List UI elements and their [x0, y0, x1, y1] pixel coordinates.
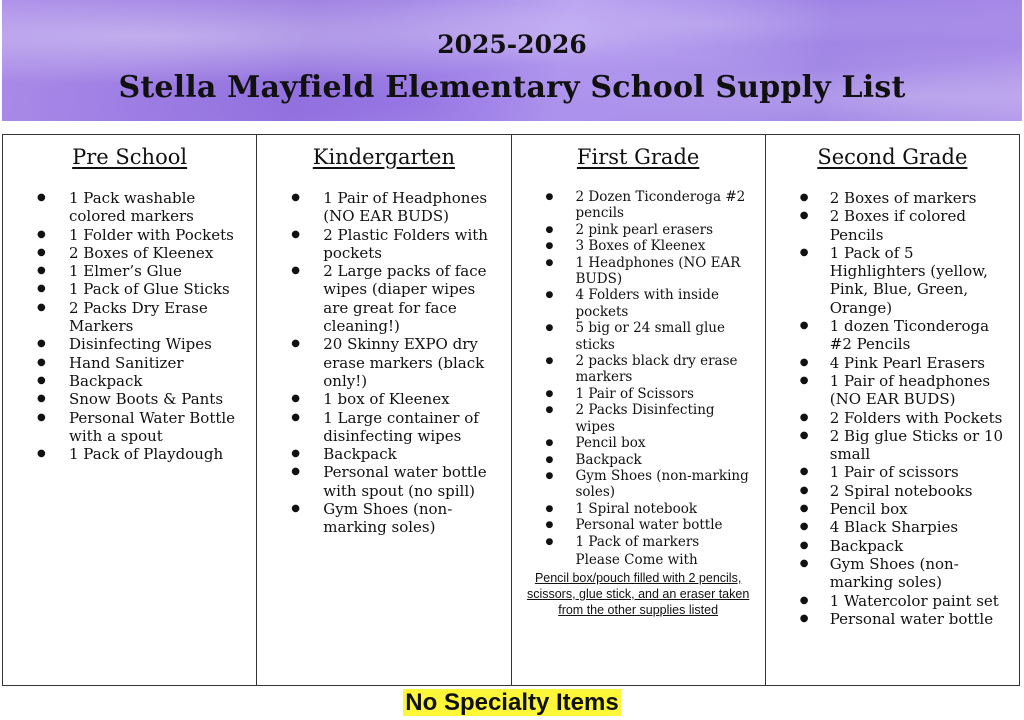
footer: [0, 688, 1024, 718]
list-item: ● Hand Sanitizer: [11, 354, 248, 372]
list-item: ● Backpack: [11, 372, 248, 390]
column-second-grade: [766, 135, 1019, 685]
list-item: ● Gym Shoes (non-marking soles): [774, 555, 1011, 592]
list-item: ● 1 Pair of headphones (NO EAR BUDS): [774, 372, 1011, 409]
list-item: ● 1 box of Kleenex: [265, 390, 502, 408]
list-item: ● 2 packs black dry erase markers: [520, 353, 757, 386]
list-item: ● Pencil box: [520, 435, 757, 451]
list-item: ● 1 Elmer’s Glue: [11, 262, 248, 280]
list-item: ● 2 Boxes if colored Pencils: [774, 207, 1011, 244]
list-item: ● 2 Big glue Sticks or 10 small: [774, 427, 1011, 464]
list-item: ● Personal water bottle: [774, 610, 1011, 628]
list-item: ● 1 Pair of Scissors: [520, 386, 757, 402]
list-item: ● 2 Packs Disinfecting wipes: [520, 402, 757, 435]
list-item: ● 1 Spiral notebook: [520, 501, 757, 517]
list-item: ● 1 Pack of 5 Highlighters (yellow, Pink, Blue, Green, Orange): [774, 244, 1011, 317]
list-item: ● 1 dozen Ticonderoga #2 Pencils: [774, 317, 1011, 354]
list-item: ● 1 Pair of scissors: [774, 463, 1011, 481]
column-heading: Second Grade: [817, 145, 968, 169]
list-item: ● 4 Pink Pearl Erasers: [774, 354, 1011, 372]
list-item: ● 1 Large container of disinfecting wipes: [265, 409, 502, 446]
list-item: ● Personal water bottle: [520, 517, 757, 533]
list-item: ● 2 Packs Dry Erase Markers: [11, 299, 248, 336]
supply-list: [520, 189, 757, 550]
list-item: ● 4 Black Sharpies: [774, 518, 1011, 536]
list-item: ● 2 Spiral notebooks: [774, 482, 1011, 500]
please-come-with: Please Come with: [575, 551, 698, 568]
list-item: ● 1 Pack of Glue Sticks: [11, 280, 248, 298]
list-item: ● Backpack: [265, 445, 502, 463]
pencil-box-note: Pencil box/pouch filled with 2 pencils, scissors, glue stick, and an eraser taken from the other supplies listed: [526, 570, 750, 617]
list-item: ● 2 Boxes of markers: [774, 189, 1011, 207]
list-item: ● Gym Shoes (non-marking soles): [265, 500, 502, 537]
header-banner: [2, 0, 1022, 121]
list-item: ● 5 big or 24 small glue sticks: [520, 320, 757, 353]
list-item: ● 2 Folders with Pockets: [774, 409, 1011, 427]
list-item: ● Gym Shoes (non-marking soles): [520, 468, 757, 501]
column-first-grade: [512, 135, 766, 685]
list-item: ● 3 Boxes of Kleenex: [520, 238, 757, 254]
list-item: ● 1 Headphones (NO EAR BUDS): [520, 255, 757, 288]
no-specialty-items-banner: No Specialty Items: [405, 689, 619, 716]
supply-table: [2, 134, 1020, 686]
list-item: ● Backpack: [520, 452, 757, 468]
list-item: ● 1 Pack washable colored markers: [11, 189, 248, 226]
list-item: ● Disinfecting Wipes: [11, 335, 248, 353]
column-heading: First Grade: [576, 145, 700, 169]
list-item: ● 1 Pair of Headphones (NO EAR BUDS): [265, 189, 502, 226]
page-title: Stella Mayfield Elementary School Supply List: [118, 70, 906, 105]
list-item: ● 2 Boxes of Kleenex: [11, 244, 248, 262]
list-item: ● 1 Folder with Pockets: [11, 226, 248, 244]
list-item: ● Personal Water Bottle with a spout: [11, 409, 248, 446]
list-item: ● 1 Watercolor paint set: [774, 592, 1011, 610]
supply-list: [11, 189, 248, 463]
column-heading: Kindergarten: [312, 145, 455, 169]
list-item: ● 1 Pack of markers: [520, 534, 757, 550]
list-item: ● 4 Folders with inside pockets: [520, 287, 757, 320]
list-item: ● 2 Dozen Ticonderoga #2 pencils: [520, 189, 757, 222]
column-kindergarten: [257, 135, 511, 685]
list-item: ● 2 Plastic Folders with pockets: [265, 226, 502, 263]
list-item: ● Personal water bottle with spout (no spill): [265, 463, 502, 500]
list-item: ● Backpack: [774, 537, 1011, 555]
list-item: ● 2 pink pearl erasers: [520, 222, 757, 238]
column-preschool: [3, 135, 257, 685]
list-item: ● Snow Boots & Pants: [11, 390, 248, 408]
list-item: ● 1 Pack of Playdough: [11, 445, 248, 463]
column-heading: Pre School: [72, 145, 188, 169]
supply-list: [774, 189, 1011, 628]
list-item: ● 20 Skinny EXPO dry erase markers (black only!): [265, 335, 502, 390]
list-item: ● Pencil box: [774, 500, 1011, 518]
supply-list: [265, 189, 502, 537]
list-item: ● 2 Large packs of face wipes (diaper wipes are great for face cleaning!): [265, 262, 502, 335]
school-year: 2025-2026: [437, 30, 587, 59]
